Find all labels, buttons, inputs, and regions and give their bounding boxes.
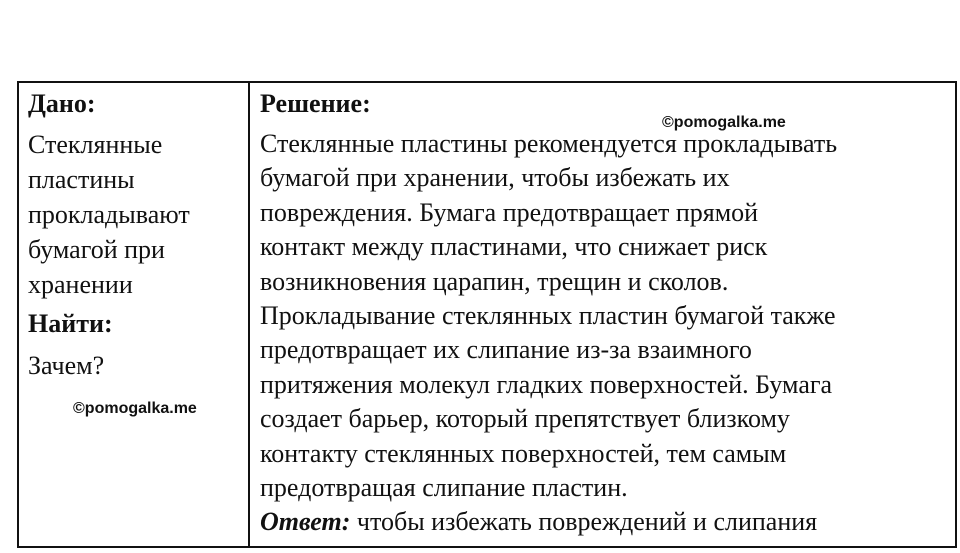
- find-heading: Найти:: [28, 309, 113, 338]
- solution-line: создает барьер, который препятствует близкому: [260, 404, 790, 434]
- given-line: хранении: [28, 270, 133, 299]
- solution-line: притяжения молекул гладких поверхностей. Бумага: [260, 369, 833, 399]
- solution-line: предотвращает их слипание из-за взаимного: [260, 335, 752, 365]
- given-line: пластины: [28, 165, 135, 194]
- watermark-left: ©pomogalka.me: [73, 400, 197, 417]
- solution-line: бумагой при хранении, чтобы избежать их: [260, 163, 730, 193]
- given-column: [19, 83, 250, 546]
- answer-text: чтобы избежать повреждений и слипания: [350, 507, 818, 537]
- given-line: прокладывают: [28, 200, 190, 229]
- given-line: бумагой при: [28, 235, 165, 264]
- given-heading: Дано:: [28, 89, 96, 118]
- solution-line: возникновения царапин, трещин и сколов.: [260, 266, 729, 296]
- solution-line: предотвращая слипание пластин.: [260, 473, 628, 503]
- given-text: [28, 127, 248, 302]
- find-text: Зачем?: [28, 351, 105, 380]
- solution-line: повреждения. Бумага предотвращает прямой: [260, 197, 759, 227]
- watermark-right: ©pomogalka.me: [662, 114, 786, 131]
- solution-line: контакту стеклянных поверхностей, тем самым: [260, 438, 787, 468]
- solution-line: Стеклянные пластины рекомендуется прокладывать: [260, 129, 838, 158]
- answer-line: [260, 505, 955, 539]
- solution-table: [17, 81, 957, 548]
- solution-text: [260, 127, 955, 505]
- solution-column: [250, 83, 955, 546]
- answer-label: Ответ:: [260, 507, 351, 537]
- solution-line: Прокладывание стеклянных пластин бумагой также: [260, 301, 836, 331]
- solution-line: контакт между пластинами, что снижает риск: [260, 232, 768, 262]
- solution-heading: Решение:: [260, 89, 371, 118]
- given-line: Стеклянные: [28, 130, 163, 159]
